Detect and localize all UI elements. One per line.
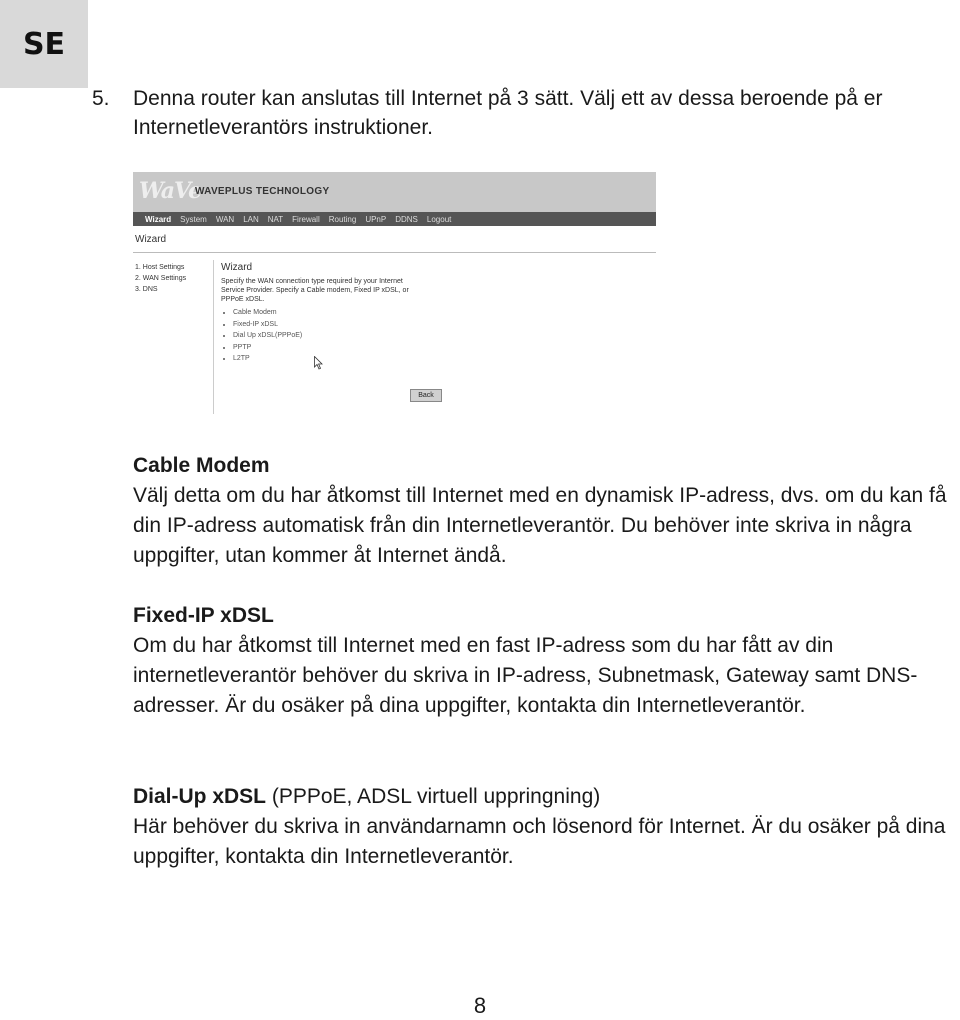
section-heading-line <box>133 782 960 812</box>
nav-system[interactable]: System <box>180 214 207 224</box>
page-number: 8 <box>473 993 487 1018</box>
wizard-panel <box>221 262 411 365</box>
router-header <box>133 172 656 212</box>
mouse-cursor-icon <box>314 356 323 370</box>
nav-logout[interactable]: Logout <box>426 214 452 224</box>
step-text: Denna router kan anslutas till Internet på 3 sätt. Välj ett av dessa beroende på er Internetleverantörs instruktioner. <box>133 87 883 139</box>
nav-upnp[interactable]: UPnP <box>365 214 387 224</box>
sidebar-divider <box>213 260 214 414</box>
section-body: Välj detta om du har åtkomst till Internet med en dynamisk IP-adress, dvs. om du kan få din IP-adress automatisk från din Internetleverantör. Du behöver inte skriva in några uppgifter, utan kommer åt Internet ändå. <box>133 484 947 567</box>
section-heading: Fixed-IP xDSL <box>133 604 274 627</box>
nav-wan[interactable]: WAN <box>215 214 235 224</box>
nav-wizard[interactable]: Wizard <box>145 214 172 224</box>
step-number: 5. <box>92 87 110 110</box>
nav-firewall[interactable]: Firewall <box>292 214 320 224</box>
nav-routing[interactable]: Routing <box>328 214 357 224</box>
section-dial-up-xdsl <box>133 782 960 872</box>
sidebar-item-wan-settings[interactable]: 2. WAN Settings <box>135 275 187 282</box>
option-pptp[interactable]: • PPTP <box>233 342 411 354</box>
section-heading: Cable Modem <box>133 454 270 477</box>
option-dial-up-xdsl[interactable]: • Dial Up xDSL(PPPoE) <box>233 330 411 342</box>
router-page-title: Wizard <box>135 234 167 245</box>
nav-lan[interactable]: LAN <box>243 214 259 224</box>
brand-name: WAVEPLUS TECHNOLOGY <box>195 186 330 197</box>
nav-nat[interactable]: NAT <box>267 214 284 224</box>
section-body: Om du har åtkomst till Internet med en fast IP-adress som du har fått av din internetleverantör behöver du skriva in IP-adress, Subnetmask, Gateway samt DNS-adresser. Är du osäker på dina uppgifter, kontakta din Internetleverantör. <box>133 634 918 717</box>
wizard-steps-sidebar <box>135 262 186 295</box>
sidebar-item-host-settings[interactable]: 1. Host Settings <box>135 264 185 271</box>
step-5 <box>92 84 958 142</box>
sidebar-item-dns[interactable]: 3. DNS <box>135 286 158 293</box>
title-divider <box>133 252 656 253</box>
section-fixed-ip-xdsl <box>133 601 960 721</box>
section-body: Här behöver du skriva in användarnamn och lösenord för Internet. Är du osäker på dina uppgifter, kontakta din Internetleverantör. <box>133 815 946 868</box>
back-button[interactable]: Back <box>410 389 442 402</box>
wizard-heading: Wizard <box>221 262 253 273</box>
language-tab: SE <box>0 0 88 88</box>
nav-ddns[interactable]: DDNS <box>395 214 418 224</box>
section-heading: Dial-Up xDSL <box>133 785 267 808</box>
brand-logo: WaVe <box>139 178 202 204</box>
wizard-description: Specify the WAN connection type required by your Internet Service Provider. Specify a Cable modem, Fixed IP xDSL, or PPPoE xDSL. <box>221 278 409 303</box>
option-l2tp[interactable]: • L2TP <box>233 353 411 365</box>
option-fixed-ip-xdsl[interactable]: • Fixed-IP xDSL <box>233 319 411 331</box>
router-nav <box>133 212 656 226</box>
router-wizard-screenshot <box>133 172 656 416</box>
section-heading-suffix: (PPPoE, ADSL virtuell uppringning) <box>266 785 601 808</box>
option-cable-modem[interactable]: • Cable Modem <box>233 307 411 319</box>
section-cable-modem <box>133 451 960 571</box>
